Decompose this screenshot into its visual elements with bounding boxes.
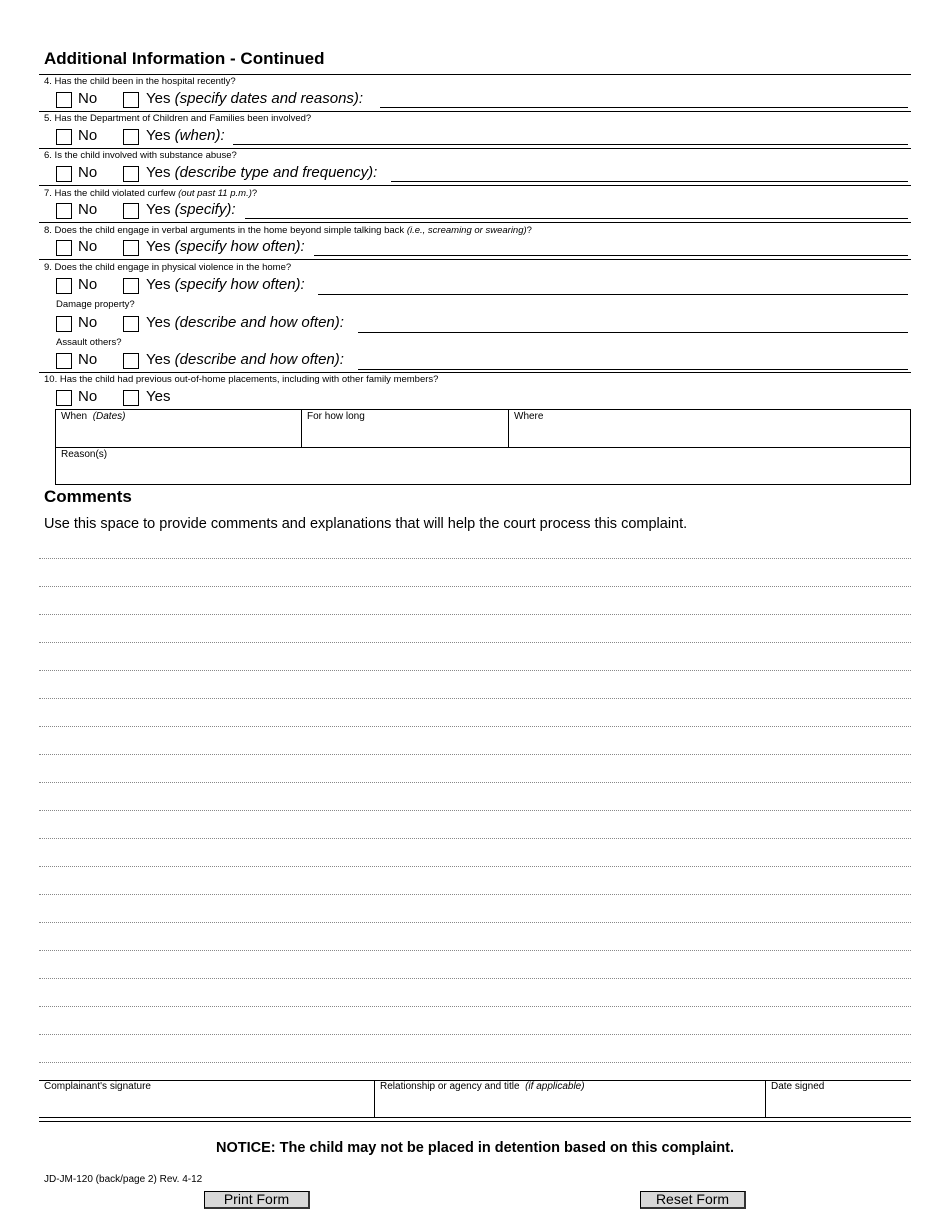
damage-property-yes-detail: (describe and how often):: [174, 314, 344, 331]
notice-text: NOTICE: The child may not be placed in detention based on this complaint.: [215, 1140, 735, 1156]
question-4-yes-label: Yes (specify dates and reasons):: [146, 90, 364, 107]
question-7-text: 7. Has the child violated curfew (out past 11 p.m.)?: [44, 188, 258, 199]
form-id: JD-JM-120 (back/page 2) Rev. 4-12: [44, 1174, 203, 1185]
comment-line: [39, 782, 911, 783]
question-4-yes-checkbox[interactable]: [123, 92, 139, 108]
damage-property-no-checkbox[interactable]: [56, 316, 72, 332]
question-7-yes-checkbox[interactable]: [123, 203, 139, 219]
section-title: Additional Information - Continued: [44, 49, 325, 68]
damage-property-text: Damage property?: [56, 299, 135, 310]
question-8-yes-detail: (specify how often):: [174, 238, 305, 255]
divider: [39, 185, 911, 186]
damage-property-no-label: No: [78, 314, 98, 331]
question-6-text: 6. Is the child involved with substance abuse?: [44, 150, 237, 161]
date-signed-label: Date signed: [771, 1081, 825, 1092]
placement-how-long-cell[interactable]: For how long: [301, 409, 509, 448]
question-10-no-label: No: [78, 388, 98, 405]
divider: [39, 74, 911, 75]
question-6-yes-detail: (describe type and frequency):: [174, 164, 378, 181]
question-9-text: 9. Does the child engage in physical violence in the home?: [44, 262, 292, 273]
relationship-label: Relationship or agency and title (if applicable): [380, 1081, 585, 1092]
question-5-no-label: No: [78, 127, 98, 144]
placement-where-cell[interactable]: Where: [508, 409, 911, 448]
question-8-no-label: No: [78, 238, 98, 255]
question-8-answer-field[interactable]: [314, 255, 908, 256]
divider: [39, 1121, 911, 1122]
comment-line: [39, 754, 911, 755]
question-7-no-checkbox[interactable]: [56, 203, 72, 219]
divider: [39, 259, 911, 260]
comments-heading: Comments: [44, 487, 132, 506]
question-6-no-checkbox[interactable]: [56, 166, 72, 182]
question-5-yes-detail: (when):: [174, 127, 225, 144]
assault-others-yes-checkbox[interactable]: [123, 353, 139, 369]
question-9-no-label: No: [78, 276, 98, 293]
comment-line: [39, 698, 911, 699]
assault-others-yes-label: Yes (describe and how often):: [146, 351, 344, 368]
comment-line: [39, 586, 911, 587]
comment-line: [39, 558, 911, 559]
reset-form-button[interactable]: Reset Form: [640, 1191, 746, 1209]
comment-line: [39, 810, 911, 811]
question-8-yes-checkbox[interactable]: [123, 240, 139, 256]
question-4-no-label: No: [78, 90, 98, 107]
question-4-answer-field[interactable]: [380, 107, 908, 108]
comment-line: [39, 726, 911, 727]
question-9-yes-detail: (specify how often):: [174, 276, 305, 293]
divider: [39, 222, 911, 223]
question-10-no-checkbox[interactable]: [56, 390, 72, 406]
comment-line: [39, 838, 911, 839]
comment-line: [39, 922, 911, 923]
assault-others-answer-field[interactable]: [358, 369, 908, 370]
damage-property-yes-checkbox[interactable]: [123, 316, 139, 332]
comment-line: [39, 670, 911, 671]
question-10-yes-checkbox[interactable]: [123, 390, 139, 406]
question-6-yes-label: Yes (describe type and frequency):: [146, 164, 378, 181]
question-4-no-checkbox[interactable]: [56, 92, 72, 108]
question-10-text: 10. Has the child had previous out-of-home placements, including with other family members?: [44, 374, 439, 385]
question-7-no-label: No: [78, 201, 98, 218]
date-signed-field[interactable]: [771, 1092, 906, 1114]
complainant-signature-label: Complainant's signature: [44, 1081, 151, 1092]
question-5-yes-checkbox[interactable]: [123, 129, 139, 145]
question-9-yes-checkbox[interactable]: [123, 278, 139, 294]
comment-line: [39, 1062, 911, 1063]
question-7-yes-label: Yes (specify):: [146, 201, 236, 218]
placement-when-cell[interactable]: When (Dates): [55, 409, 302, 448]
assault-others-yes-detail: (describe and how often):: [174, 351, 344, 368]
question-5-no-checkbox[interactable]: [56, 129, 72, 145]
question-6-yes-checkbox[interactable]: [123, 166, 139, 182]
question-9-answer-field[interactable]: [318, 294, 908, 295]
comment-line: [39, 614, 911, 615]
comments-instructions: Use this space to provide comments and explanations that will help the court process this complaint.: [44, 516, 688, 532]
question-9-yes-label: Yes (specify how often):: [146, 276, 305, 293]
damage-property-yes-label: Yes (describe and how often):: [146, 314, 344, 331]
question-6-answer-field[interactable]: [391, 181, 908, 182]
question-8-text: 8. Does the child engage in verbal arguments in the home beyond simple talking back (i.e., screaming or swearing)?: [44, 225, 532, 236]
question-4-text: 4. Has the child been in the hospital recently?: [44, 76, 236, 87]
divider: [39, 111, 911, 112]
comment-line: [39, 894, 911, 895]
complainant-signature-field[interactable]: [44, 1092, 369, 1114]
question-10-yes-label: Yes: [146, 388, 171, 405]
print-form-button[interactable]: Print Form: [204, 1191, 310, 1209]
comment-line: [39, 978, 911, 979]
comment-line: [39, 866, 911, 867]
question-5-answer-field[interactable]: [233, 144, 908, 145]
question-8-yes-label: Yes (specify how often):: [146, 238, 305, 255]
question-5-yes-label: Yes (when):: [146, 127, 225, 144]
comment-line: [39, 950, 911, 951]
relationship-field[interactable]: [380, 1092, 760, 1114]
question-5-text: 5. Has the Department of Children and Families been involved?: [44, 113, 312, 124]
divider: [39, 148, 911, 149]
divider: [39, 372, 911, 373]
question-8-no-checkbox[interactable]: [56, 240, 72, 256]
comment-line: [39, 642, 911, 643]
assault-others-no-label: No: [78, 351, 98, 368]
question-7-answer-field[interactable]: [245, 218, 908, 219]
divider: [374, 1080, 375, 1117]
divider: [765, 1080, 766, 1117]
comment-line: [39, 1034, 911, 1035]
question-4-yes-detail: (specify dates and reasons):: [174, 90, 364, 107]
question-9-no-checkbox[interactable]: [56, 278, 72, 294]
assault-others-text: Assault others?: [56, 337, 122, 348]
question-7-yes-detail: (specify):: [174, 201, 236, 218]
divider: [39, 1117, 911, 1118]
assault-others-no-checkbox[interactable]: [56, 353, 72, 369]
placement-reasons-cell[interactable]: Reason(s): [55, 447, 911, 485]
damage-property-answer-field[interactable]: [358, 332, 908, 333]
question-6-no-label: No: [78, 164, 98, 181]
comment-line: [39, 1006, 911, 1007]
